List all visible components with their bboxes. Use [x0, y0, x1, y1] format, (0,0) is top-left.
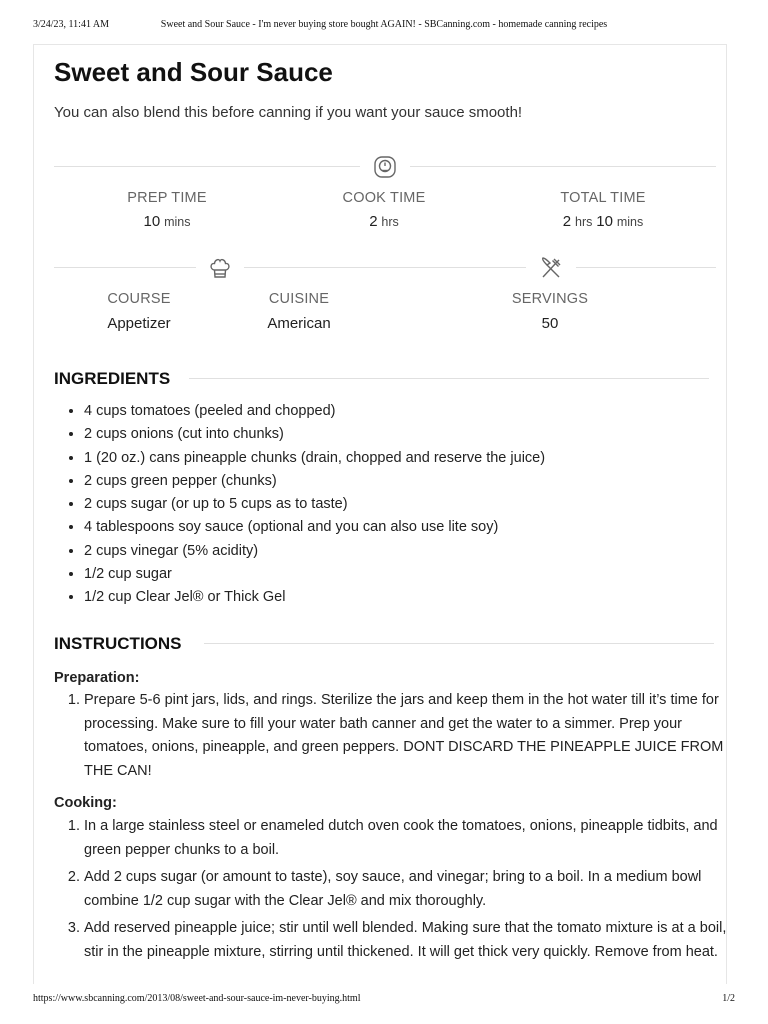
ingredient-item: • 2 cups vinegar (5% acidity) — [84, 540, 545, 563]
divider — [410, 166, 716, 167]
preparation-step: 1. Prepare 5-6 pint jars, lids, and rings. Sterilize the jars and keep them in the hot water till it’s time for processing. Make sure to fill your water bath canner and get the water to a simmer. Prep your tomatoes, onions, pineapple, and green peppers. DONT DISCARD THE PINEAPPLE JUICE FROM THE CAN! — [84, 689, 727, 783]
cooking-step: 3. Add reserved pineapple juice; stir until well blended. Making sure that the tomato mixture is at a boil, stir in the pineapple mixture, stirring until thickened. It will get thick very quickly. Remove from heat. — [84, 917, 727, 964]
cuisine-label: CUISINE — [268, 291, 330, 307]
total-time-hours: 2 — [562, 213, 572, 230]
recipe-title: Sweet and Sour Sauce — [54, 57, 333, 87]
prep-time-number: 10 — [143, 213, 161, 230]
ingredient-item: • 4 cups tomatoes (peeled and chopped) — [84, 400, 545, 423]
cook-time-value — [369, 213, 399, 230]
total-time-minutes-unit: mins — [616, 215, 644, 229]
print-datetime: 3/24/23, 11:41 AM — [33, 19, 110, 30]
preparation-heading: Preparation: — [54, 670, 140, 686]
chef-hat-icon — [207, 255, 233, 281]
ingredient-item: • 2 cups sugar (or up to 5 cups as to taste) — [84, 493, 545, 516]
total-time-label: TOTAL TIME — [560, 190, 646, 206]
course-label: COURSE — [107, 291, 171, 307]
ingredient-item: • 1/2 cup sugar — [84, 563, 545, 586]
divider — [204, 643, 714, 644]
divider — [576, 267, 716, 268]
cooking-heading: Cooking: — [54, 795, 117, 811]
print-url: https://www.sbcanning.com/2013/08/sweet-and-sour-sauce-im-never-buying.html — [33, 993, 361, 1004]
print-page-number: 1/2 — [722, 993, 735, 1004]
fork-knife-icon — [538, 255, 564, 281]
total-time-hours-unit: hrs — [574, 215, 593, 229]
ingredients-list — [54, 400, 545, 610]
ingredient-item: • 1 (20 oz.) cans pineapple chunks (drain, chopped and reserve the juice) — [84, 447, 545, 470]
course-value: Appetizer — [107, 315, 171, 332]
total-time-value — [563, 213, 643, 230]
preparation-steps — [54, 689, 727, 787]
divider — [189, 378, 709, 379]
recipe-summary: You can also blend this before canning if you want your sauce smooth! — [54, 104, 523, 121]
ingredient-item: • 4 tablespoons soy sauce (optional and you can also use lite soy) — [84, 516, 545, 539]
recipe-card — [33, 44, 727, 984]
cooking-steps — [54, 815, 727, 968]
timer-icon — [372, 153, 398, 179]
prep-time-unit: mins — [164, 215, 191, 229]
cook-time-label: COOK TIME — [342, 190, 426, 206]
total-time-minutes: 10 — [596, 213, 613, 230]
cook-time-number: 2 — [369, 213, 378, 230]
ingredient-item: • 2 cups onions (cut into chunks) — [84, 423, 545, 446]
divider — [54, 267, 196, 268]
divider — [54, 166, 360, 167]
divider — [244, 267, 526, 268]
ingredient-item: • 2 cups green pepper (chunks) — [84, 470, 545, 493]
servings-value: 50 — [541, 315, 559, 332]
cooking-step: 2. Add 2 cups sugar (or amount to taste), soy sauce, and vinegar; bring to a boil. In a medium bowl combine 1/2 cup sugar with the Clear Jel® and mix thoroughly. — [84, 866, 727, 913]
cooking-step: 1. In a large stainless steel or enameled dutch oven cook the tomatoes, onions, pineapple tidbits, and green pepper chunks to a boil. — [84, 815, 727, 862]
ingredient-item: • 1/2 cup Clear Jel® or Thick Gel — [84, 586, 545, 609]
prep-time-label: PREP TIME — [127, 190, 207, 206]
prep-time-value — [144, 213, 191, 230]
instructions-heading: INSTRUCTIONS — [54, 634, 182, 653]
cuisine-value: American — [267, 315, 331, 332]
servings-label: SERVINGS — [511, 291, 589, 307]
print-page-title: Sweet and Sour Sauce - I'm never buying store bought AGAIN! - SBCanning.com - homemade canning recipes — [160, 19, 608, 30]
ingredients-heading: INGREDIENTS — [54, 369, 171, 388]
cook-time-unit: hrs — [381, 215, 399, 229]
